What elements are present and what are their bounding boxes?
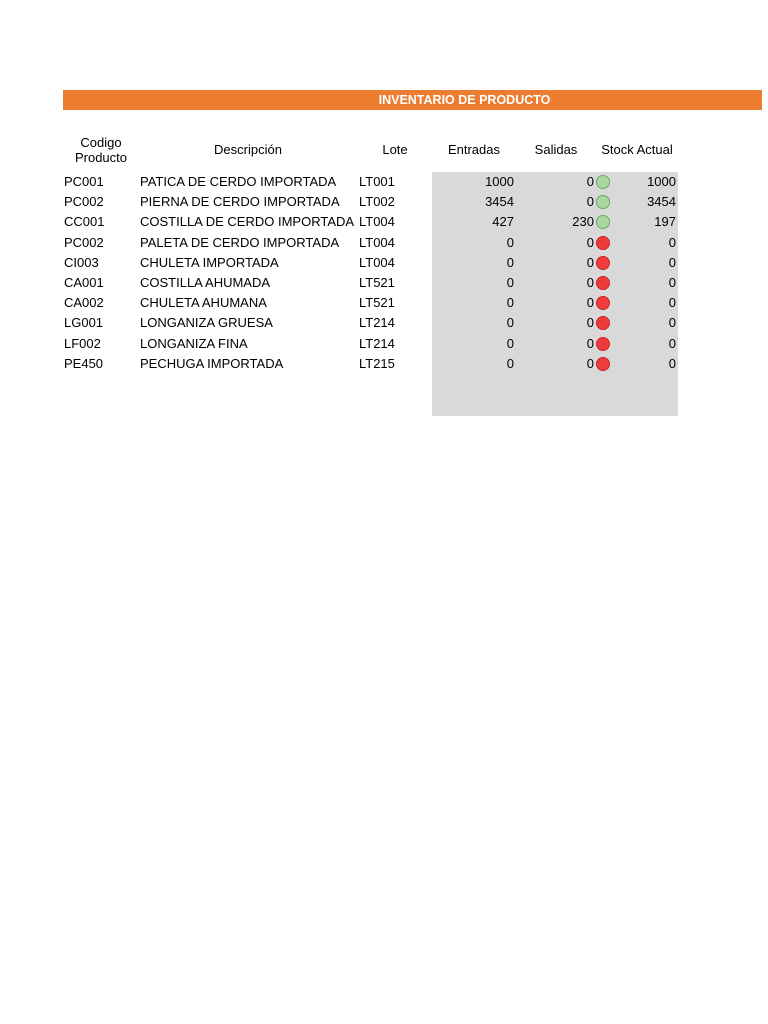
- table-row: [0, 293, 768, 313]
- product-description: COSTILLA AHUMADA: [140, 275, 271, 290]
- lot-number: LT004: [359, 214, 395, 230]
- product-description: PECHUGA IMPORTADA: [140, 355, 284, 371]
- entries-value: 427: [492, 214, 514, 230]
- stock-value: 0: [668, 355, 676, 371]
- product-code: PC002: [64, 234, 104, 250]
- exits-value: 0: [586, 234, 594, 250]
- entries-value: 0: [506, 234, 514, 250]
- exits-value: 0: [586, 315, 594, 331]
- product-code: LF002: [64, 335, 101, 351]
- stock-value: 0: [668, 275, 676, 290]
- status-empty-icon: [596, 316, 610, 330]
- product-description: PIERNA DE CERDO IMPORTADA: [140, 194, 340, 210]
- exits-value: 0: [586, 275, 594, 290]
- status-empty-icon: [596, 296, 610, 310]
- product-description: LONGANIZA FINA: [140, 335, 248, 351]
- status-empty-icon: [596, 337, 610, 351]
- stock-value: 0: [668, 234, 676, 250]
- lot-number: LT004: [359, 234, 395, 250]
- product-code: CC001: [64, 214, 105, 230]
- header-code: [64, 135, 138, 165]
- product-code: PC002: [64, 194, 104, 210]
- stock-value: 0: [668, 295, 676, 311]
- product-description: CHULETA AHUMANA: [140, 295, 267, 311]
- stock-value: 0: [668, 315, 676, 331]
- lot-number: LT521: [359, 275, 395, 290]
- exits-value: 0: [586, 335, 594, 351]
- table-row: [0, 233, 768, 253]
- exits-value: 0: [586, 355, 594, 371]
- lot-number: LT002: [359, 194, 395, 210]
- title-bar: [63, 90, 762, 110]
- status-empty-icon: [596, 357, 610, 371]
- lot-number: LT001: [359, 174, 395, 189]
- header-description: Descripción: [214, 142, 282, 157]
- lot-number: LT214: [359, 315, 395, 331]
- product-description: LONGANIZA GRUESA: [140, 315, 273, 331]
- entries-value: 0: [506, 275, 514, 290]
- header-lot: Lote: [382, 142, 408, 157]
- stock-value: 197: [654, 214, 676, 230]
- lot-number: LT004: [359, 254, 395, 270]
- product-description: PALETA DE CERDO IMPORTADA: [140, 234, 340, 250]
- table-row: [0, 172, 768, 192]
- table-row: [0, 212, 768, 232]
- entries-value: 3454: [485, 194, 514, 210]
- entries-value: 0: [506, 295, 514, 311]
- header-exits: Salidas: [534, 142, 578, 157]
- entries-value: 0: [506, 315, 514, 331]
- table-row: [0, 253, 768, 273]
- header-stock: Stock Actual: [601, 142, 673, 157]
- status-empty-icon: [596, 236, 610, 250]
- product-description: COSTILLA DE CERDO IMPORTADA: [140, 214, 355, 230]
- product-code: CA002: [64, 295, 104, 311]
- stock-value: 0: [668, 335, 676, 351]
- lot-number: LT215: [359, 355, 395, 371]
- product-code: CI003: [64, 254, 99, 270]
- lot-number: LT214: [359, 335, 395, 351]
- entries-value: 0: [506, 335, 514, 351]
- product-description: PATICA DE CERDO IMPORTADA: [140, 174, 337, 189]
- entries-value: 0: [506, 254, 514, 270]
- header-code-line2: Producto: [74, 150, 128, 165]
- table-row: [0, 354, 768, 374]
- exits-value: 0: [586, 295, 594, 311]
- stock-value: 1000: [647, 174, 676, 189]
- table-row: [0, 192, 768, 212]
- table-row: [0, 334, 768, 354]
- stock-value: 0: [668, 254, 676, 270]
- status-empty-icon: [596, 256, 610, 270]
- status-empty-icon: [596, 276, 610, 290]
- product-description: CHULETA IMPORTADA: [140, 254, 279, 270]
- status-ok-icon: [596, 215, 610, 229]
- table-row: [0, 273, 768, 293]
- exits-value: 0: [586, 254, 594, 270]
- product-code: PC001: [64, 174, 104, 189]
- lot-number: LT521: [359, 295, 395, 311]
- product-code: CA001: [64, 275, 104, 290]
- header-code-line1: Codigo: [80, 135, 122, 150]
- product-code: LG001: [64, 315, 104, 331]
- entries-value: 1000: [485, 174, 514, 189]
- entries-value: 0: [506, 355, 514, 371]
- product-code: PE450: [64, 355, 104, 371]
- status-ok-icon: [596, 175, 610, 189]
- status-ok-icon: [596, 195, 610, 209]
- header-entries: Entradas: [447, 142, 501, 157]
- page-title: INVENTARIO DE PRODUCTO: [378, 93, 551, 107]
- exits-value: 0: [586, 194, 594, 210]
- exits-value: 0: [586, 174, 594, 189]
- exits-value: 230: [572, 214, 594, 230]
- stock-value: 3454: [647, 194, 676, 210]
- table-row: [0, 313, 768, 333]
